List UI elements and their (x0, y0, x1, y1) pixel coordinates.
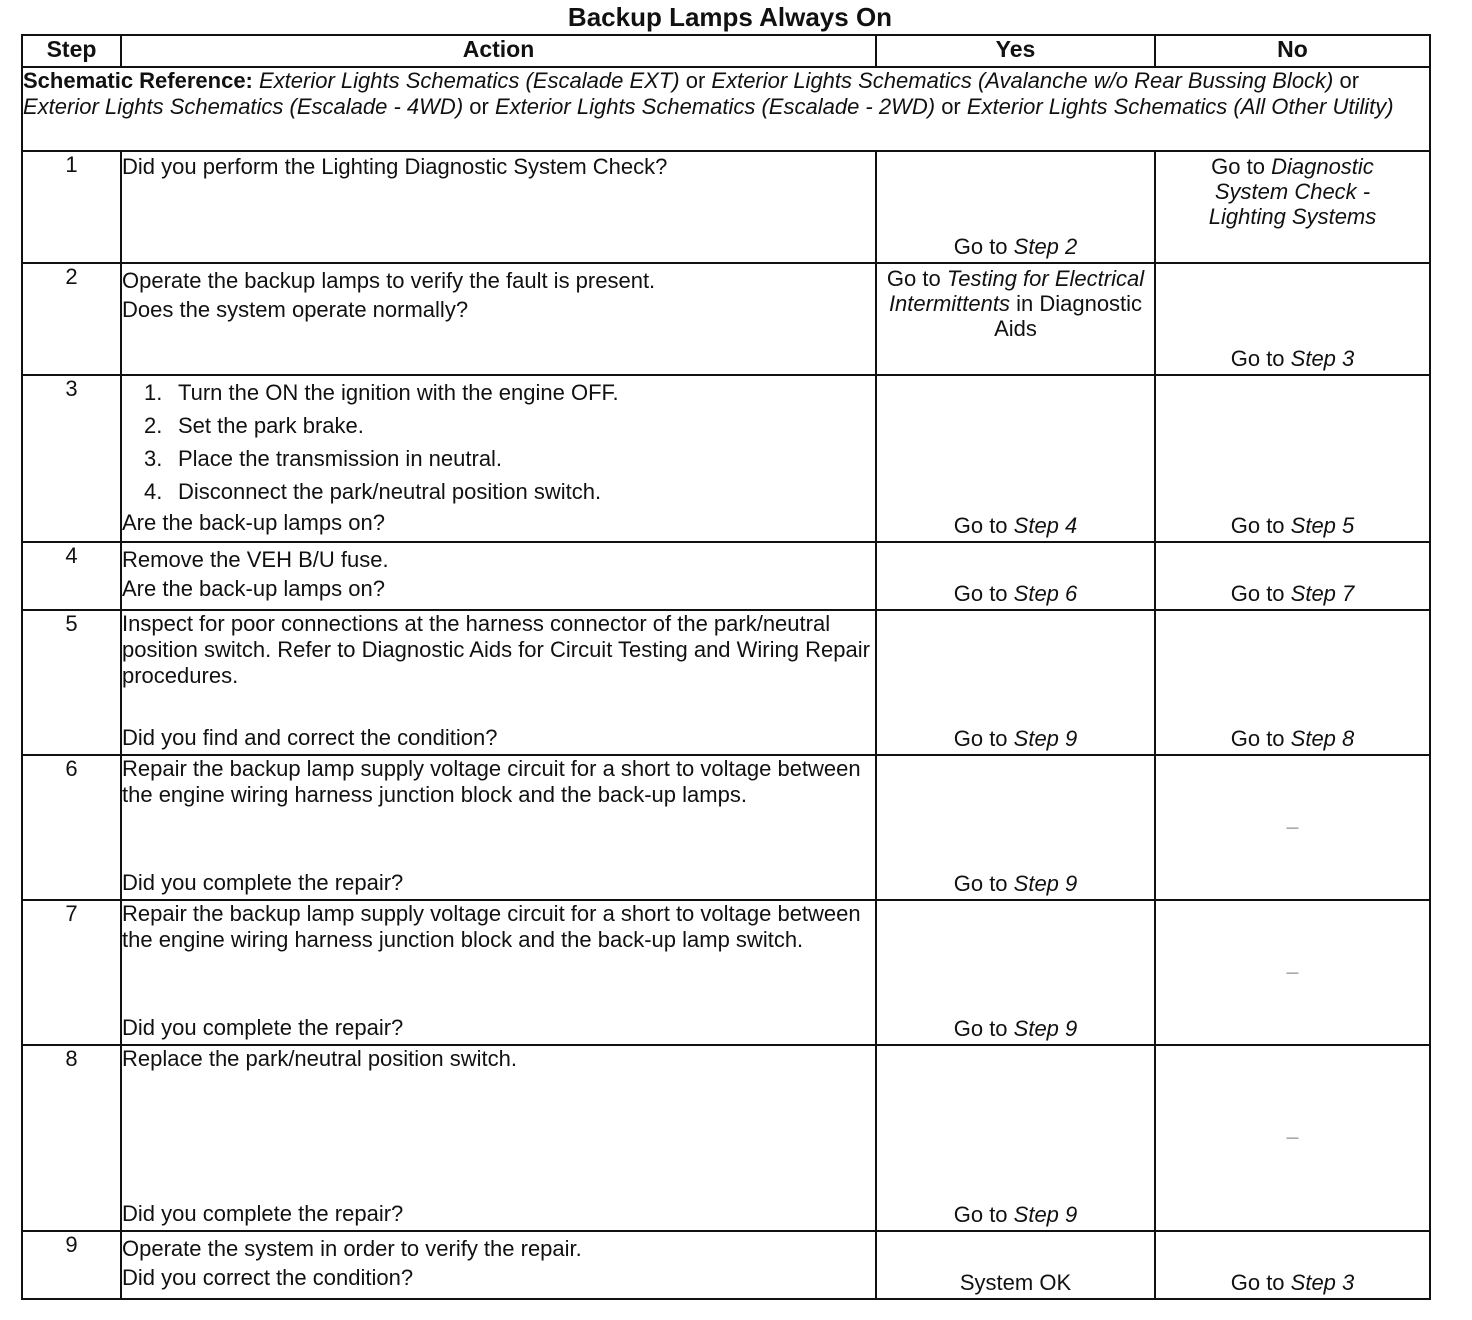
yes-cell (876, 542, 1155, 610)
list-item (144, 376, 875, 409)
schematic-reference-label: Schematic Reference: (23, 68, 253, 93)
header-yes: Yes (876, 35, 1155, 67)
schematic-reference-part: Exterior Lights Schematics (Escalade EXT) (252, 68, 680, 93)
step-number: 8 (22, 1045, 121, 1231)
action-question: Are the back-up lamps on? (122, 510, 385, 535)
step-link[interactable]: Step 2 (1013, 234, 1078, 259)
go-to-text: Go to (953, 1016, 1014, 1041)
step-number: 9 (22, 1231, 121, 1299)
schematic-reference-part: Exterior Lights Schematics (Avalanche w/o Rear Bussing Block) (711, 68, 1334, 93)
no-cell (1155, 900, 1430, 1045)
list-number: 2. (144, 413, 163, 438)
no-dash: — (1286, 1130, 1299, 1144)
schematic-reference-part: Exterior Lights Schematics (All Other Utility) (966, 94, 1394, 119)
go-to-text: Go to (1230, 581, 1291, 606)
step-link[interactable]: Step 9 (1013, 726, 1078, 751)
action-cell (121, 263, 876, 375)
go-to-text: Go to (953, 513, 1014, 538)
yes-result (877, 513, 1154, 539)
schematic-reference-part: Exterior Lights Schematics (Escalade - 4WD) (23, 94, 464, 119)
list-text: Turn the ON the ignition with the engine OFF. (178, 380, 619, 405)
action-question: Did you complete the repair? (122, 870, 404, 895)
yes-cell (876, 1045, 1155, 1231)
step-link[interactable]: Step 9 (1013, 1202, 1078, 1227)
action-question: Did you correct the condition? (122, 1265, 414, 1290)
procedure-list (122, 376, 875, 508)
list-item (144, 442, 875, 475)
action-cell (121, 1231, 876, 1299)
table-row (22, 263, 1430, 375)
table-row (22, 542, 1430, 610)
step-link[interactable]: Step 9 (1013, 1016, 1078, 1041)
action-question: Did you complete the repair? (122, 1015, 404, 1040)
yes-result: System OK (959, 1270, 1072, 1295)
go-to-text: Go to (953, 1202, 1014, 1227)
table-row (22, 151, 1430, 263)
list-text: Disconnect the park/neutral position switch. (178, 479, 602, 504)
yes-cell (876, 375, 1155, 542)
yes-result (877, 1202, 1154, 1228)
go-to-text: Go to (886, 266, 947, 291)
no-cell (1155, 1045, 1430, 1231)
list-item (144, 475, 875, 508)
schematic-reference-row (22, 67, 1430, 151)
yes-result (877, 726, 1154, 752)
action-cell (121, 375, 876, 542)
no-result (1156, 1270, 1429, 1296)
yes-result (877, 234, 1154, 260)
step-link[interactable]: Diagnostic System Check - Lighting Systems (1208, 154, 1377, 229)
action-cell (121, 151, 876, 263)
action-question: Did you find and correct the condition? (122, 725, 498, 750)
schematic-reference-part: or (679, 68, 712, 93)
no-cell (1155, 375, 1430, 542)
step-link[interactable]: Step 7 (1290, 581, 1355, 606)
go-to-text: Go to (1230, 726, 1291, 751)
no-dash: — (1286, 964, 1299, 979)
no-cell (1155, 542, 1430, 610)
go-to-text: Go to (1230, 1270, 1291, 1295)
yes-result (877, 264, 1154, 341)
step-number: 6 (22, 755, 121, 900)
header-action: Action (121, 35, 876, 67)
list-number: 1. (144, 380, 163, 405)
schematic-reference (22, 67, 1430, 151)
header-no: No (1155, 35, 1430, 67)
step-link[interactable]: Step 3 (1290, 346, 1355, 371)
go-to-text: Go to (953, 234, 1014, 259)
step-number: 7 (22, 900, 121, 1045)
action-text: Operate the backup lamps to verify the fault is present. (122, 268, 656, 293)
table-row (22, 1045, 1430, 1231)
action-text: Repair the backup lamp supply voltage circuit for a short to voltage between the engine wiring harness junction block and the back-up lamp switch. (122, 901, 861, 952)
action-question: Are the back-up lamps on? (122, 576, 385, 601)
go-to-text: Go to (1230, 346, 1291, 371)
list-item (144, 409, 875, 442)
action-text: Inspect for poor connections at the harness connector of the park/neutral position switch. Refer to Diagnostic Aids for Circuit Testing and Wiring Repair procedures. (122, 611, 870, 688)
no-cell (1155, 610, 1430, 755)
no-result (1156, 152, 1429, 229)
action-text: Operate the system in order to verify the repair. (122, 1236, 582, 1261)
step-number: 2 (22, 263, 121, 375)
action-cell (121, 1045, 876, 1231)
step-link[interactable]: Testing for Electrical Intermittents (888, 266, 1145, 316)
go-to-text: Go to (953, 726, 1014, 751)
schematic-reference-part: or (463, 94, 495, 119)
yes-cell (876, 900, 1155, 1045)
diagnostic-table (21, 34, 1431, 1300)
table-row (22, 755, 1430, 900)
action-text: Repair the backup lamp supply voltage circuit for a short to voltage between the engine wiring harness junction block and the back-up lamps. (122, 756, 861, 807)
action-text: Remove the VEH B/U fuse. (122, 547, 389, 572)
yes-cell (876, 263, 1155, 375)
action-text: Replace the park/neutral position switch. (122, 1046, 517, 1071)
action-cell (121, 542, 876, 610)
go-to-text: Go to (1211, 154, 1272, 179)
table-row (22, 610, 1430, 755)
no-cell (1155, 263, 1430, 375)
action-question: Did you complete the repair? (122, 1201, 404, 1226)
action-text: Did you perform the Lighting Diagnostic System Check? (122, 154, 668, 179)
yes-cell (876, 755, 1155, 900)
yes-cell (876, 151, 1155, 263)
schematic-reference-part: or (1333, 68, 1360, 93)
yes-result (877, 871, 1154, 897)
step-number: 5 (22, 610, 121, 755)
go-to-suffix: in Diagnostic Aids (994, 291, 1143, 341)
step-link[interactable]: Step 6 (1013, 581, 1078, 606)
list-text: Place the transmission in neutral. (178, 446, 503, 471)
action-cell (121, 900, 876, 1045)
no-cell (1155, 151, 1430, 263)
step-number: 4 (22, 542, 121, 610)
schematic-reference-part: or (935, 94, 967, 119)
header-row (22, 35, 1430, 67)
go-to-text: Go to (953, 871, 1014, 896)
step-number: 3 (22, 375, 121, 542)
table-row (22, 375, 1430, 542)
yes-result (877, 581, 1154, 607)
no-dash: — (1286, 819, 1299, 834)
go-to-text: Go to (953, 581, 1014, 606)
no-result (1156, 346, 1429, 372)
step-link[interactable]: Step 4 (1013, 513, 1078, 538)
list-text: Set the park brake. (178, 413, 364, 438)
table-row (22, 1231, 1430, 1299)
action-cell (121, 755, 876, 900)
action-question: Does the system operate normally? (122, 297, 469, 322)
page-title: Backup Lamps Always On (567, 2, 893, 32)
table-row (22, 900, 1430, 1045)
yes-cell (876, 1231, 1155, 1299)
list-number: 3. (144, 446, 163, 471)
no-cell (1155, 755, 1430, 900)
yes-cell (876, 610, 1155, 755)
no-result (1156, 726, 1429, 752)
list-number: 4. (144, 479, 163, 504)
action-cell (121, 610, 876, 755)
yes-result (877, 1016, 1154, 1042)
header-step: Step (22, 35, 121, 67)
schematic-reference-part: Exterior Lights Schematics (Escalade - 2WD) (494, 94, 936, 119)
no-result (1156, 513, 1429, 539)
no-result (1156, 581, 1429, 607)
no-cell (1155, 1231, 1430, 1299)
step-link[interactable]: Step 8 (1290, 726, 1355, 751)
step-link[interactable]: Step 3 (1290, 1270, 1355, 1295)
step-link[interactable]: Step 5 (1290, 513, 1355, 538)
step-link[interactable]: Step 9 (1013, 871, 1078, 896)
go-to-text: Go to (1230, 513, 1291, 538)
step-number: 1 (22, 151, 121, 263)
